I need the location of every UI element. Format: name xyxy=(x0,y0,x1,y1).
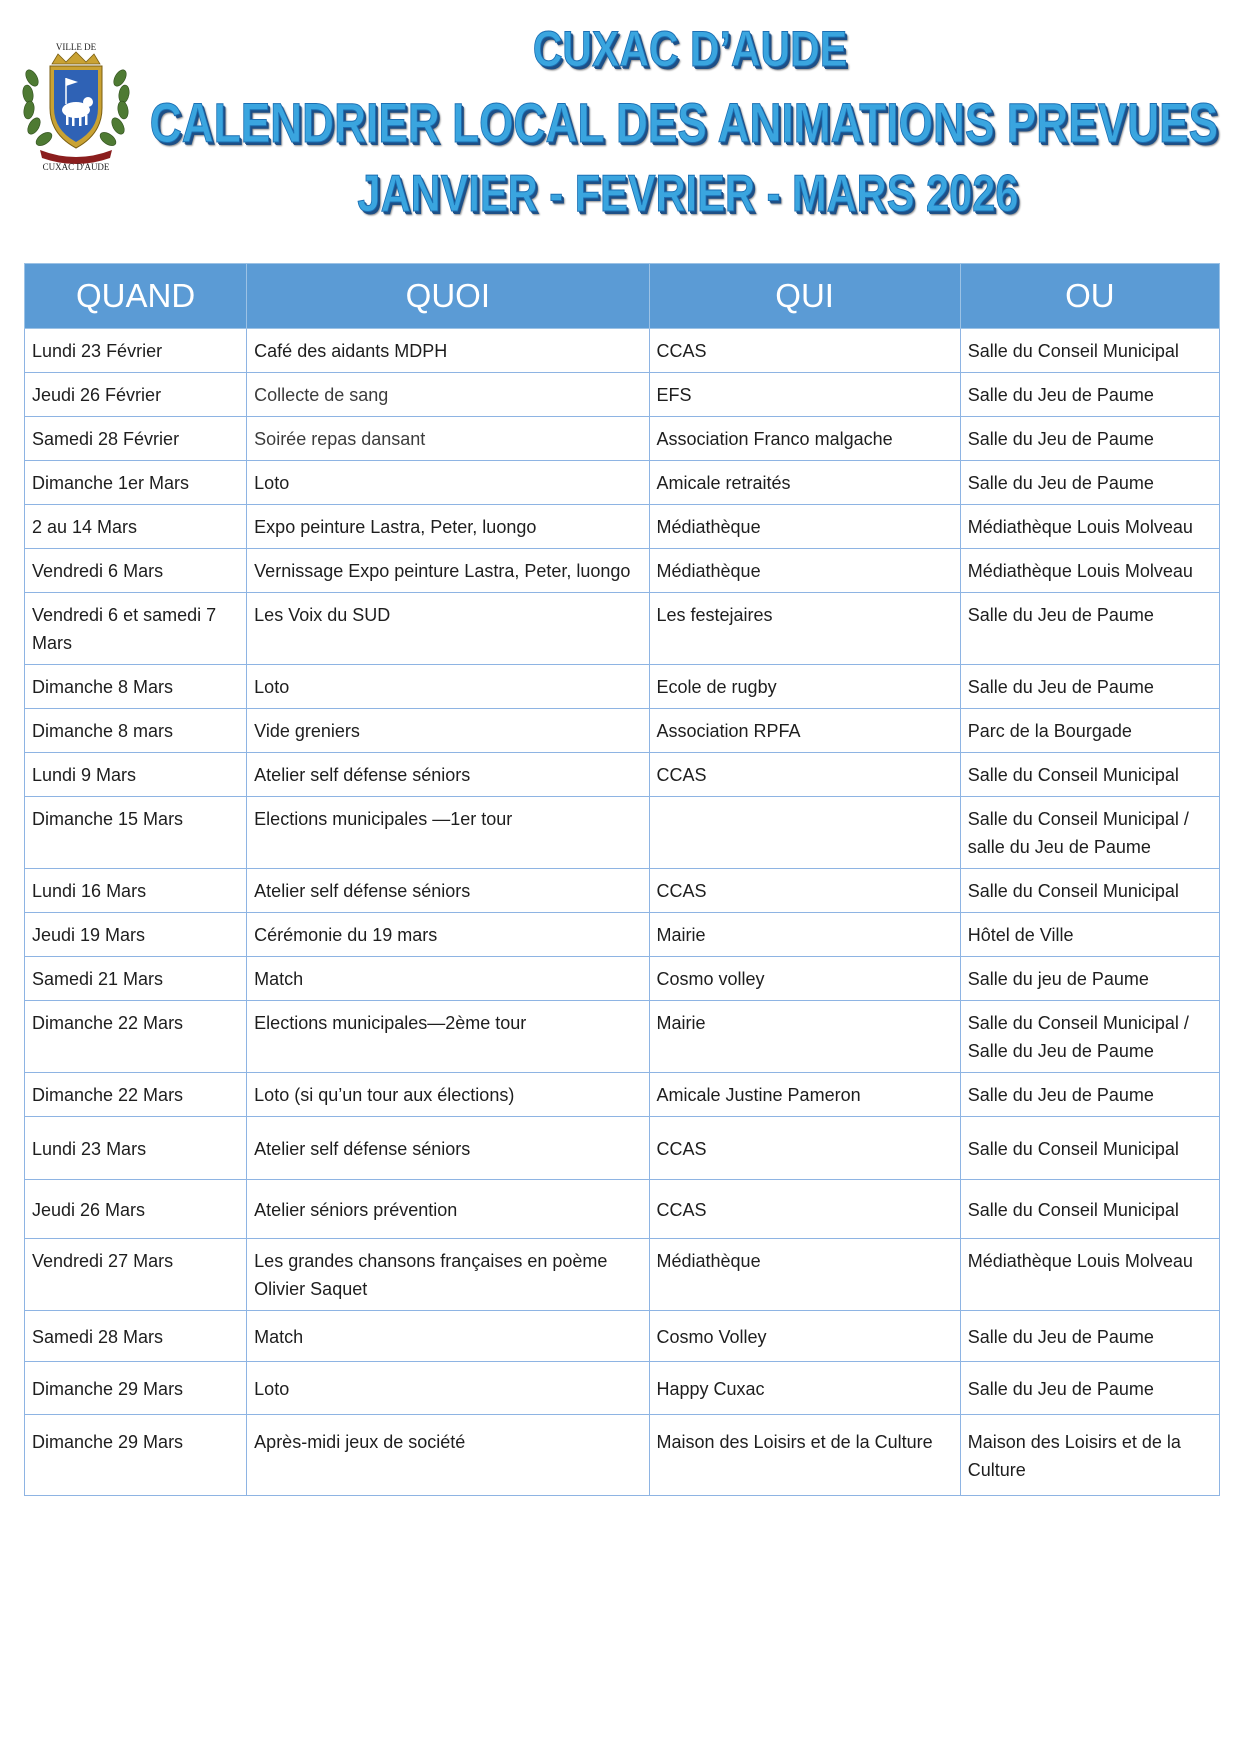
cell-quand: Dimanche 15 Mars xyxy=(25,797,247,869)
cell-quand: Lundi 16 Mars xyxy=(25,869,247,913)
column-header-ou: OU xyxy=(960,264,1219,329)
table-row xyxy=(25,869,1220,913)
cell-quand: Jeudi 19 Mars xyxy=(25,913,247,957)
cell-ou: Salle du jeu de Paume xyxy=(960,957,1219,1001)
cell-quand: Dimanche 22 Mars xyxy=(25,1001,247,1073)
cell-ou: Salle du Conseil Municipal xyxy=(960,869,1219,913)
cell-ou: Hôtel de Ville xyxy=(960,913,1219,957)
cell-qui xyxy=(649,797,960,869)
cell-qui: Cosmo volley xyxy=(649,957,960,1001)
cell-quoi: Cérémonie du 19 mars xyxy=(247,913,649,957)
cell-qui: Les festejaires xyxy=(649,593,960,665)
cell-qui: Mairie xyxy=(649,913,960,957)
cell-quoi: Expo peinture Lastra, Peter, luongo xyxy=(247,505,649,549)
cell-quoi: Collecte de sang xyxy=(247,373,649,417)
cell-ou: Salle du Jeu de Paume xyxy=(960,1362,1219,1415)
cell-ou: Salle du Jeu de Paume xyxy=(960,1311,1219,1362)
page-header xyxy=(140,14,1241,234)
cell-quand: Dimanche 22 Mars xyxy=(25,1073,247,1117)
cell-quoi: Atelier self défense séniors xyxy=(247,753,649,797)
cell-quoi: Vernissage Expo peinture Lastra, Peter, luongo xyxy=(247,549,649,593)
cell-ou: Salle du Conseil Municipal / Salle du Jeu de Paume xyxy=(960,1001,1219,1073)
cell-qui: Association Franco malgache xyxy=(649,417,960,461)
table-row xyxy=(25,461,1220,505)
events-table xyxy=(24,263,1220,1496)
cell-quand: Samedi 28 Février xyxy=(25,417,247,461)
cell-ou: Médiathèque Louis Molveau xyxy=(960,1239,1219,1311)
cell-ou: Salle du Conseil Municipal xyxy=(960,1180,1219,1239)
cell-quand: Jeudi 26 Mars xyxy=(25,1180,247,1239)
calendar-title: CALENDRIER LOCAL DES ANIMATIONS PREVUES xyxy=(149,91,1219,154)
cell-quand: Vendredi 27 Mars xyxy=(25,1239,247,1311)
crest-bottom-text: CUXAC D'AUDE xyxy=(42,162,110,172)
column-header-qui: QUI xyxy=(649,264,960,329)
cell-qui: Mairie xyxy=(649,1001,960,1073)
cell-qui: EFS xyxy=(649,373,960,417)
table-row xyxy=(25,753,1220,797)
cell-quoi: Elections municipales—2ème tour xyxy=(247,1001,649,1073)
table-row xyxy=(25,1362,1220,1415)
table-row xyxy=(25,505,1220,549)
cell-quand: Dimanche 8 Mars xyxy=(25,665,247,709)
cell-quoi: Match xyxy=(247,1311,649,1362)
cell-quoi: Loto xyxy=(247,461,649,505)
cell-quoi: Loto (si qu’un tour aux élections) xyxy=(247,1073,649,1117)
table-row xyxy=(25,1073,1220,1117)
cell-quand: Samedi 28 Mars xyxy=(25,1311,247,1362)
cell-quoi: Atelier self défense séniors xyxy=(247,1117,649,1180)
cell-quoi: Atelier séniors prévention xyxy=(247,1180,649,1239)
cell-qui: Association RPFA xyxy=(649,709,960,753)
cell-quoi: Elections municipales —1er tour xyxy=(247,797,649,869)
cell-qui: Amicale Justine Pameron xyxy=(649,1073,960,1117)
cell-quand: Dimanche 1er Mars xyxy=(25,461,247,505)
table-row xyxy=(25,549,1220,593)
cell-quoi: Après-midi jeux de société xyxy=(247,1415,649,1496)
cell-ou: Maison des Loisirs et de la Culture xyxy=(960,1415,1219,1496)
town-crest-logo xyxy=(22,38,130,174)
cell-ou: Salle du Jeu de Paume xyxy=(960,373,1219,417)
cell-quand: Dimanche 29 Mars xyxy=(25,1362,247,1415)
cell-qui: CCAS xyxy=(649,1117,960,1180)
table-row xyxy=(25,913,1220,957)
table-row xyxy=(25,957,1220,1001)
table-row xyxy=(25,1311,1220,1362)
cell-quand: Dimanche 8 mars xyxy=(25,709,247,753)
cell-qui: Amicale retraités xyxy=(649,461,960,505)
column-header-quoi: QUOI xyxy=(247,264,649,329)
cell-quand: Lundi 23 Février xyxy=(25,329,247,373)
cell-qui: Cosmo Volley xyxy=(649,1311,960,1362)
cell-quoi: Les grandes chansons françaises en poème Olivier Saquet xyxy=(247,1239,649,1311)
cell-ou: Salle du Conseil Municipal / salle du Jeu de Paume xyxy=(960,797,1219,869)
table-row xyxy=(25,329,1220,373)
cell-ou: Salle du Conseil Municipal xyxy=(960,1117,1219,1180)
cell-quoi: Soirée repas dansant xyxy=(247,417,649,461)
cell-qui: CCAS xyxy=(649,753,960,797)
cell-quand: Dimanche 29 Mars xyxy=(25,1415,247,1496)
cell-qui: CCAS xyxy=(649,869,960,913)
table-row xyxy=(25,417,1220,461)
cell-ou: Salle du Jeu de Paume xyxy=(960,1073,1219,1117)
table-row xyxy=(25,1415,1220,1496)
crest-top-text: VILLE DE xyxy=(55,42,97,52)
column-header-quand: QUAND xyxy=(25,264,247,329)
cell-ou: Salle du Conseil Municipal xyxy=(960,753,1219,797)
cell-quoi: Loto xyxy=(247,1362,649,1415)
cell-qui: CCAS xyxy=(649,329,960,373)
cell-qui: Médiathèque xyxy=(649,505,960,549)
cell-quand: Lundi 23 Mars xyxy=(25,1117,247,1180)
cell-quand: Jeudi 26 Février xyxy=(25,373,247,417)
table-row xyxy=(25,1239,1220,1311)
cell-qui: Ecole de rugby xyxy=(649,665,960,709)
cell-qui: Maison des Loisirs et de la Culture xyxy=(649,1415,960,1496)
table-row xyxy=(25,709,1220,753)
cell-ou: Salle du Jeu de Paume xyxy=(960,593,1219,665)
table-row xyxy=(25,665,1220,709)
cell-qui: Médiathèque xyxy=(649,1239,960,1311)
cell-qui: Médiathèque xyxy=(649,549,960,593)
table-row xyxy=(25,373,1220,417)
town-title: CUXAC D’AUDE xyxy=(532,21,848,77)
table-row xyxy=(25,1001,1220,1073)
cell-quoi: Café des aidants MDPH xyxy=(247,329,649,373)
table-row xyxy=(25,797,1220,869)
period-title: JANVIER - FEVRIER - MARS 2026 xyxy=(357,165,1019,223)
table-row xyxy=(25,1117,1220,1180)
cell-quoi: Loto xyxy=(247,665,649,709)
cell-qui: Happy Cuxac xyxy=(649,1362,960,1415)
cell-quand: Vendredi 6 et samedi 7 Mars xyxy=(25,593,247,665)
cell-quoi: Vide greniers xyxy=(247,709,649,753)
cell-ou: Médiathèque Louis Molveau xyxy=(960,505,1219,549)
cell-quand: Samedi 21 Mars xyxy=(25,957,247,1001)
cell-quoi: Atelier self défense séniors xyxy=(247,869,649,913)
cell-ou: Parc de la Bourgade xyxy=(960,709,1219,753)
cell-ou: Salle du Jeu de Paume xyxy=(960,417,1219,461)
cell-ou: Salle du Conseil Municipal xyxy=(960,329,1219,373)
table-row xyxy=(25,1180,1220,1239)
cell-quoi: Les Voix du SUD xyxy=(247,593,649,665)
table-header-row xyxy=(25,264,1220,329)
cell-ou: Salle du Jeu de Paume xyxy=(960,461,1219,505)
cell-ou: Médiathèque Louis Molveau xyxy=(960,549,1219,593)
cell-quoi: Match xyxy=(247,957,649,1001)
table-row xyxy=(25,593,1220,665)
cell-ou: Salle du Jeu de Paume xyxy=(960,665,1219,709)
cell-quand: 2 au 14 Mars xyxy=(25,505,247,549)
cell-quand: Lundi 9 Mars xyxy=(25,753,247,797)
cell-qui: CCAS xyxy=(649,1180,960,1239)
events-table-body xyxy=(25,329,1220,1496)
cell-quand: Vendredi 6 Mars xyxy=(25,549,247,593)
